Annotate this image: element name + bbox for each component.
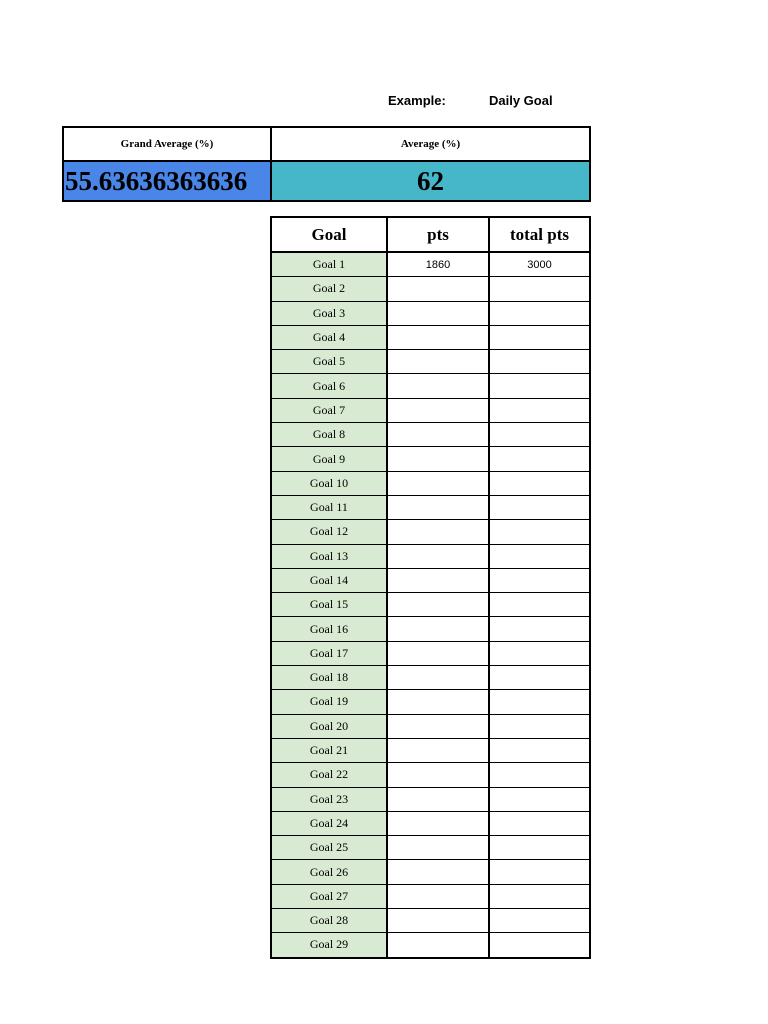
goal-name-cell: Goal 25 — [271, 836, 387, 860]
total-pts-cell[interactable] — [489, 641, 590, 665]
goal-name-cell: Goal 16 — [271, 617, 387, 641]
table-row — [271, 738, 590, 762]
goal-table-header-row — [271, 217, 590, 252]
table-row — [271, 593, 590, 617]
pts-cell[interactable] — [387, 301, 489, 325]
goal-name-cell: Goal 20 — [271, 714, 387, 738]
pts-cell[interactable] — [387, 811, 489, 835]
goal-name-cell: Goal 2 — [271, 277, 387, 301]
table-row — [271, 714, 590, 738]
table-row — [271, 787, 590, 811]
table-row — [271, 666, 590, 690]
grand-average-header: Grand Average (%) — [64, 128, 272, 162]
pts-cell[interactable] — [387, 884, 489, 908]
pts-cell[interactable]: 1860 — [387, 252, 489, 277]
total-pts-cell[interactable] — [489, 787, 590, 811]
total-pts-cell[interactable] — [489, 763, 590, 787]
table-row — [271, 374, 590, 398]
total-pts-cell[interactable] — [489, 325, 590, 349]
pts-cell[interactable] — [387, 350, 489, 374]
pts-cell[interactable] — [387, 860, 489, 884]
total-pts-column-header: total pts — [489, 217, 590, 252]
pts-cell[interactable] — [387, 690, 489, 714]
goal-name-cell: Goal 8 — [271, 423, 387, 447]
goal-name-cell: Goal 3 — [271, 301, 387, 325]
pts-column-header: pts — [387, 217, 489, 252]
goal-name-cell: Goal 7 — [271, 398, 387, 422]
total-pts-cell[interactable] — [489, 933, 590, 958]
total-pts-cell[interactable] — [489, 568, 590, 592]
goal-name-cell: Goal 4 — [271, 325, 387, 349]
table-row — [271, 277, 590, 301]
pts-cell[interactable] — [387, 933, 489, 958]
goal-name-cell: Goal 18 — [271, 666, 387, 690]
total-pts-cell[interactable] — [489, 666, 590, 690]
goal-name-cell: Goal 6 — [271, 374, 387, 398]
goal-name-cell: Goal 9 — [271, 447, 387, 471]
table-row — [271, 933, 590, 958]
total-pts-cell[interactable] — [489, 860, 590, 884]
table-row — [271, 423, 590, 447]
total-pts-cell[interactable] — [489, 593, 590, 617]
pts-cell[interactable] — [387, 666, 489, 690]
table-row — [271, 544, 590, 568]
pts-cell[interactable] — [387, 544, 489, 568]
goal-name-cell: Goal 21 — [271, 738, 387, 762]
table-row — [271, 763, 590, 787]
table-row — [271, 568, 590, 592]
pts-cell[interactable] — [387, 714, 489, 738]
pts-cell[interactable] — [387, 471, 489, 495]
table-row — [271, 909, 590, 933]
total-pts-cell[interactable] — [489, 447, 590, 471]
goal-name-cell: Goal 12 — [271, 520, 387, 544]
total-pts-cell[interactable] — [489, 690, 590, 714]
goal-name-cell: Goal 17 — [271, 641, 387, 665]
goal-name-cell: Goal 1 — [271, 252, 387, 277]
total-pts-cell[interactable] — [489, 495, 590, 519]
total-pts-cell[interactable] — [489, 301, 590, 325]
total-pts-cell[interactable]: 3000 — [489, 252, 590, 277]
total-pts-cell[interactable] — [489, 471, 590, 495]
total-pts-cell[interactable] — [489, 836, 590, 860]
total-pts-cell[interactable] — [489, 398, 590, 422]
table-row — [271, 398, 590, 422]
goal-name-cell: Goal 27 — [271, 884, 387, 908]
pts-cell[interactable] — [387, 374, 489, 398]
pts-cell[interactable] — [387, 787, 489, 811]
total-pts-cell[interactable] — [489, 423, 590, 447]
total-pts-cell[interactable] — [489, 714, 590, 738]
goal-name-cell: Goal 28 — [271, 909, 387, 933]
pts-cell[interactable] — [387, 568, 489, 592]
table-row — [271, 884, 590, 908]
table-row — [271, 836, 590, 860]
example-value: Daily Goal — [489, 93, 553, 108]
total-pts-cell[interactable] — [489, 811, 590, 835]
table-row — [271, 617, 590, 641]
pts-cell[interactable] — [387, 423, 489, 447]
total-pts-cell[interactable] — [489, 909, 590, 933]
table-row — [271, 325, 590, 349]
grand-average-value[interactable]: 55.63636363636 — [64, 162, 272, 200]
table-row — [271, 860, 590, 884]
total-pts-cell[interactable] — [489, 520, 590, 544]
pts-cell[interactable] — [387, 277, 489, 301]
pts-cell[interactable] — [387, 398, 489, 422]
table-row — [271, 495, 590, 519]
goal-name-cell: Goal 15 — [271, 593, 387, 617]
goal-name-cell: Goal 19 — [271, 690, 387, 714]
table-row — [271, 252, 590, 277]
table-row — [271, 447, 590, 471]
averages-block — [62, 126, 591, 202]
pts-cell[interactable] — [387, 909, 489, 933]
goal-name-cell: Goal 22 — [271, 763, 387, 787]
pts-cell[interactable] — [387, 836, 489, 860]
goal-name-cell: Goal 10 — [271, 471, 387, 495]
table-row — [271, 520, 590, 544]
average-value[interactable]: 62 — [272, 162, 589, 200]
example-label: Example: — [388, 93, 446, 108]
table-row — [271, 690, 590, 714]
total-pts-cell[interactable] — [489, 738, 590, 762]
pts-cell[interactable] — [387, 617, 489, 641]
total-pts-cell[interactable] — [489, 544, 590, 568]
table-row — [271, 471, 590, 495]
pts-cell[interactable] — [387, 738, 489, 762]
goal-name-cell: Goal 11 — [271, 495, 387, 519]
total-pts-cell[interactable] — [489, 884, 590, 908]
goal-name-cell: Goal 14 — [271, 568, 387, 592]
goal-name-cell: Goal 5 — [271, 350, 387, 374]
goal-name-cell: Goal 24 — [271, 811, 387, 835]
table-row — [271, 811, 590, 835]
pts-cell[interactable] — [387, 641, 489, 665]
table-row — [271, 350, 590, 374]
total-pts-cell[interactable] — [489, 350, 590, 374]
pts-cell[interactable] — [387, 520, 489, 544]
total-pts-cell[interactable] — [489, 277, 590, 301]
pts-cell[interactable] — [387, 763, 489, 787]
goal-table — [270, 216, 591, 959]
average-header: Average (%) — [272, 128, 589, 162]
total-pts-cell[interactable] — [489, 374, 590, 398]
pts-cell[interactable] — [387, 447, 489, 471]
table-row — [271, 301, 590, 325]
pts-cell[interactable] — [387, 325, 489, 349]
pts-cell[interactable] — [387, 495, 489, 519]
goal-name-cell: Goal 26 — [271, 860, 387, 884]
goal-name-cell: Goal 13 — [271, 544, 387, 568]
goal-name-cell: Goal 29 — [271, 933, 387, 958]
total-pts-cell[interactable] — [489, 617, 590, 641]
goal-name-cell: Goal 23 — [271, 787, 387, 811]
pts-cell[interactable] — [387, 593, 489, 617]
table-row — [271, 641, 590, 665]
goal-column-header: Goal — [271, 217, 387, 252]
